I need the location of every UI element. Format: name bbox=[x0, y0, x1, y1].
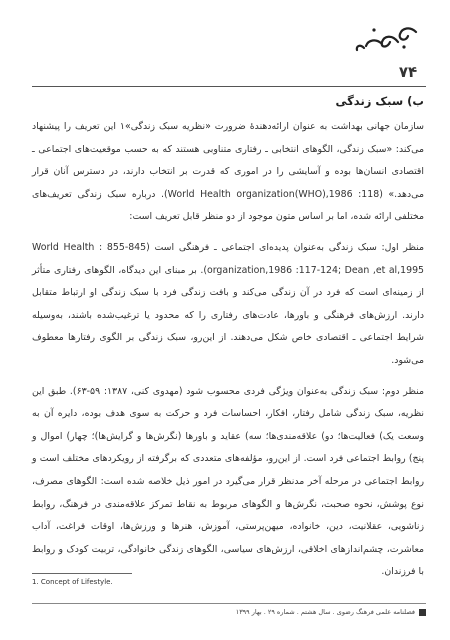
footer-divider bbox=[32, 603, 426, 604]
journal-footer bbox=[236, 608, 426, 616]
footnote-divider bbox=[32, 573, 132, 574]
square-bullet-icon bbox=[419, 609, 426, 616]
paragraph-second-view: منظر دوم: سبک زندگی به‌عنوان ویژگی فردی محسوب شود (مهدوی کنی، ۱۳۸۷: ۵۹-۶۳). طبق این نظریه، سبک زندگی شامل رفتار، افکار، احساسات فرد و حرکت به سوی هدف بوده، دایره آن به وسعت یک) فعالیت‌ها؛ دو) علاقه‌مندی‌ها؛ سه) عقاید و باورها (نگرش‌ها و گرایش‌ها)؛ چهار) اموال و پنج) روابط اجتماعی فرد است. از این‌رو، مؤلفه‌های متعددی که برگرفته از رویکردهای مختلف است و روابط اجتماعی در مرحله آخر مدنظر قرار می‌گیرد در امور ذیل خلاصه شده است: الگوهای مصرف، نوع پوشش، نحوه صحبت، نگرش‌ها و الگوهای مربوط به نقاط تمرکز علاقه‌مندی در فرهنگ، روابط زناشویی، عقلانیت، دین، خانواده، میهن‌پرستی، آموزش، هنرها و ورزش‌ها، اوقات فراغت، آداب معاشرت، چشم‌اندازهای اخلاقی، ارزش‌های سیاسی، الگوهای زندگی خانوادگی، تربیت کودک و روابط با فرزندان. bbox=[32, 385, 424, 578]
paragraph-first-view: منظر اول: سبک زندگی به‌عنوان پدیده‌ای اجتماعی ـ فرهنگی است (845-855 : World Health organization,1986 :117-124; Dean ,et al,1995). بر مبنای این دیدگاه، الگوهای رفتاری متأثر از زمینه‌ای است که فرد در آن زندگی می‌کند و بافت زندگی فرد با سبک زندگی او ارتباط متقابل دارند. ارزش‌های فرهنگی و باورها، عادت‌های رفتاری را که محدود یا ترغیب‌شده باشند، به‌وسیله شرایط اجتماعی ـ اقتصادی خاص شکل می‌دهند. از این‌رو، سبک زندگی بر الگوی رفتارها معطوف می‌شود. bbox=[32, 241, 425, 366]
journal-logo bbox=[354, 22, 420, 56]
header-divider bbox=[32, 86, 426, 87]
page-number: ۷۴ bbox=[398, 63, 418, 81]
footer-text: فصلنامه علمی فرهنگ رضوی . سال هشتم . شماره ۲۹ . بهار ۱۳۹۹ bbox=[235, 608, 415, 616]
article-body bbox=[32, 94, 424, 592]
footnote: 1. Concept of Lifestyle. bbox=[32, 578, 113, 586]
paragraph-definition: سازمان جهانی بهداشت به عنوان ارائه‌دهندۀ ضرورت «نظریه سبک زندگی»۱ این تعریف را پیشنهاد می‌کند: «سبک زندگی، الگوهای انتخابی ـ رفتاری متناوبی هستند که به حسب موقعیت‌های اجتماعی ـ اقتصادی انسان‌ها بوده و آسایشی را در اموری که قدرت بر انتخاب دارند، در دسترس آنان قرار می‌دهد.» (World Health organization(WHO),1986 :118). درباره سبک زندگی تعریف‌های مختلفی ارائه شده، اما بر اساس متون موجود از دو منظر قابل تعریف است: bbox=[32, 121, 424, 223]
section-heading: ب) سبک زندگی bbox=[335, 94, 424, 108]
